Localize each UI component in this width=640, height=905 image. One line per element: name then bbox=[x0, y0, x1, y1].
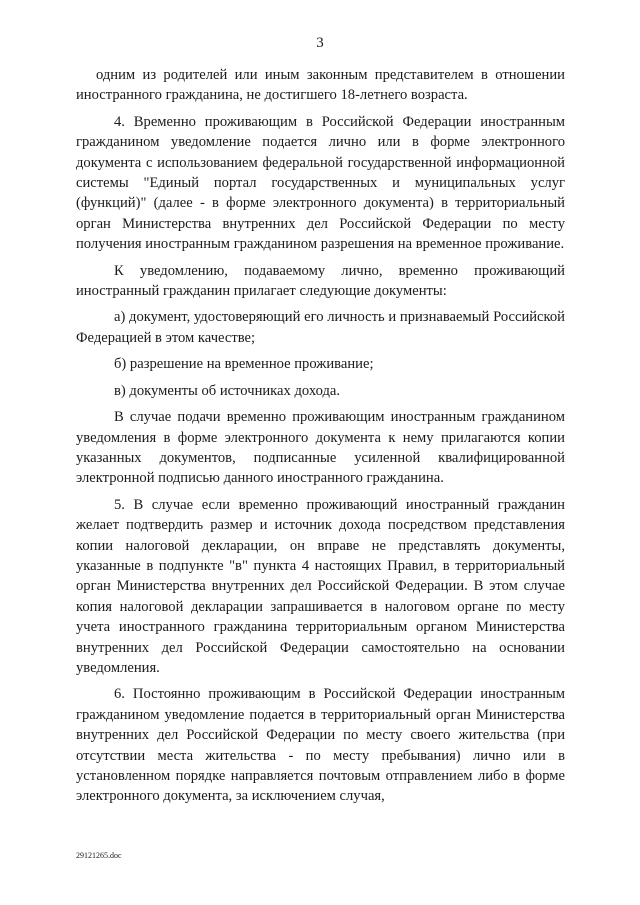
list-item-b: б) разрешение на временное проживание; bbox=[114, 356, 374, 373]
paragraph-electronic-submission: В случае подачи временно проживающим иностранным гражданином уведомления в форме электронного документа к нему прилагаются копии указанных документов, подписанные усиленной квалифицированной электронной подписью данного иностранного гражданина. bbox=[76, 409, 565, 487]
paragraph-item-4: 4. Временно проживающим в Российской Федерации иностранным гражданином уведомление подается лично или в форме электронного документа с использованием федеральной государственной информационной системы "Единый портал государственных и муниципальных услуг (функций)" (далее - в форме электронного документа) в территориальный орган Министерства внутренних дел Российской Федерации по месту получения иностранным гражданином разрешения на временное проживание. bbox=[76, 113, 565, 253]
page-number: 3 bbox=[316, 35, 324, 51]
paragraph-attachments-intro: К уведомлению, подаваемому лично, временно проживающий иностранный гражданин прилагает следующие документы: bbox=[76, 262, 565, 300]
file-name-footer: 29121265.doc bbox=[76, 851, 122, 860]
paragraph-item-5: 5. В случае если временно проживающий иностранный гражданин желает подтвердить размер и источник дохода посредством представления копии налоговой декларации, он вправе не представлять документы, указанные в подпункте "в" пункта 4 настоящих Правил, в территориальный орган Министерства внутренних дел Российской Федерации. В этом случае копия налоговой декларации запрашивается в налоговом органе по месту учета иностранного гражданина территориальным органом Министерства внутренних дел Российской Федерации самостоятельно на основании уведомления. bbox=[76, 496, 565, 676]
document-body bbox=[76, 65, 565, 813]
paragraph-continuation: одним из родителей или иным законным представителем в отношении иностранного гражданина, не достигшего 18-летнего возраста. bbox=[76, 67, 565, 104]
list-item-a: а) документ, удостоверяющий его личность и признаваемый Российской Федерацией в этом качестве; bbox=[76, 309, 565, 346]
paragraph-item-6: 6. Постоянно проживающим в Российской Федерации иностранным гражданином уведомление подается в территориальный орган Министерства внутренних дел Российской Федерации по месту своего жительства (при отсутствии места жительства - по месту пребывания) лично или в установленном порядке направляется почтовым отправлением либо в форме электронного документа, за исключением случая, bbox=[76, 686, 565, 805]
list-item-c: в) документы об источниках дохода. bbox=[114, 382, 341, 399]
